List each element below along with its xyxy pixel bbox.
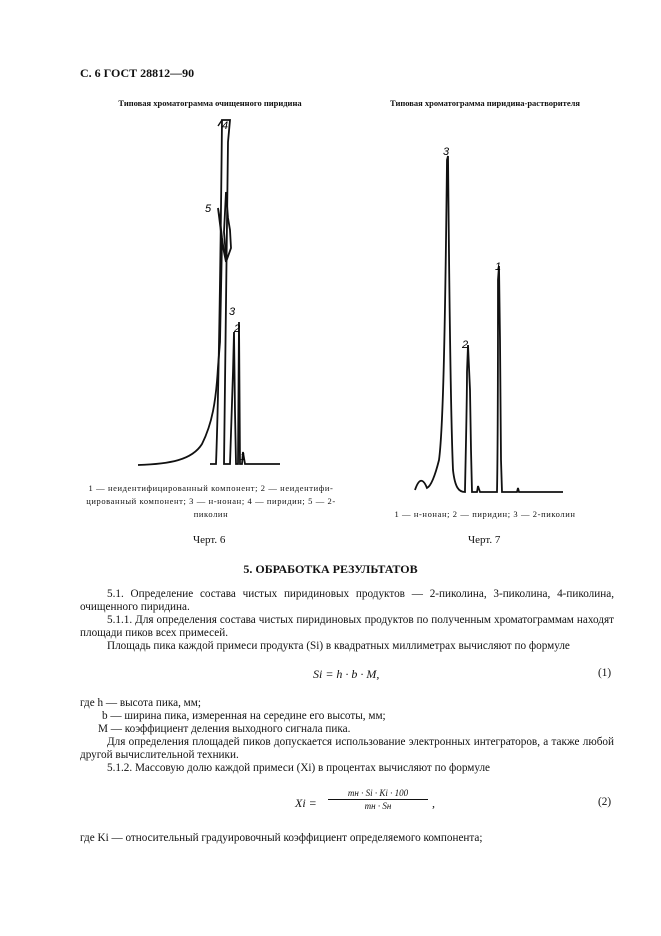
where-k: где Ki — относительный градуировочный коэффициент определяемого компонента; [80,832,483,844]
figure6-peak-label: 4 [222,120,229,132]
running-head: С. 6 ГОСТ 28812—90 [80,66,195,80]
figure6-caption [80,482,342,521]
figure6-title: Типовая хроматограмма очищенного пиридина [118,98,302,108]
where-m: M — коэффициент деления выходного сигнала пика. [98,723,351,735]
figure6-peak-label: 2 [234,323,241,335]
figure7-peak-label: 1 [495,261,502,273]
formula-2-comma: , [432,796,435,810]
figure6-caption-line: цированный компонент; 3 — н-нонан; 4 — пиридин; 5 — 2- [86,496,336,506]
equation-number-2: (2) [598,796,612,808]
paragraph-5-1-1: 5.1.1. Для определения состава чистых пиридиновых продуктов по полученным хроматограммам находят площади пиков всех примесей. [80,614,614,639]
figure6-caption-line: 1 — неидентифицированный компонент; 2 — неидентифи- [88,483,334,493]
paragraph-area: Площадь пика каждой примеси продукта (Si) в квадратных миллиметрах вычисляют по формуле [107,640,570,652]
figure7-peak-label: 3 [443,146,450,158]
figure6-peak-label: 3 [229,306,236,318]
formula-2-fraction [328,788,428,811]
formula-2-numerator: mн · Si · Ki · 100 [328,788,428,800]
formula-2-denominator: mн · Sн [364,801,392,811]
paragraph-5-1: 5.1. Определение состава чистых пиридиновых продуктов — 2-пиколина, 3-пиколина, 4-пиколина, очищенного пиридина. [80,588,614,613]
figure6-label: Черт. 6 [193,534,226,546]
figure6-caption-line: пиколин [193,509,229,519]
figure7-peak-label: 2 [462,339,469,351]
section-heading: 5. ОБРАБОТКА РЕЗУЛЬТАТОВ [243,562,418,576]
formula-2-lhs: Xi = [295,796,317,810]
formula-1: Si = h · b · M, [313,667,380,681]
where-b: b — ширина пика, измеренная на середине его высоты, мм; [102,710,386,722]
figure7-label: Черт. 7 [468,534,501,546]
chromatogram-figure7 [405,140,565,500]
figure6-peak-label: 5 [205,203,212,215]
figure7-trace [415,156,563,492]
figure6-peak-label: 1 [240,452,246,463]
paragraph-integrators: Для определения площадей пиков допускается использование электронных интеграторов, а также любой другой вычислительной техники. [80,736,614,761]
where-h: где h — высота пика, мм; [80,697,201,709]
figure7-caption: 1 — н-нонан; 2 — пиридин; 3 — 2-пиколин [394,509,576,519]
chromatogram-figure6 [130,112,290,477]
equation-number-1: (1) [598,667,612,679]
paragraph-5-1-2: 5.1.2. Массовую долю каждой примеси (Xi) в процентах вычисляют по формуле [107,762,490,774]
figure7-title: Типовая хроматограмма пиридина-растворителя [390,98,580,108]
